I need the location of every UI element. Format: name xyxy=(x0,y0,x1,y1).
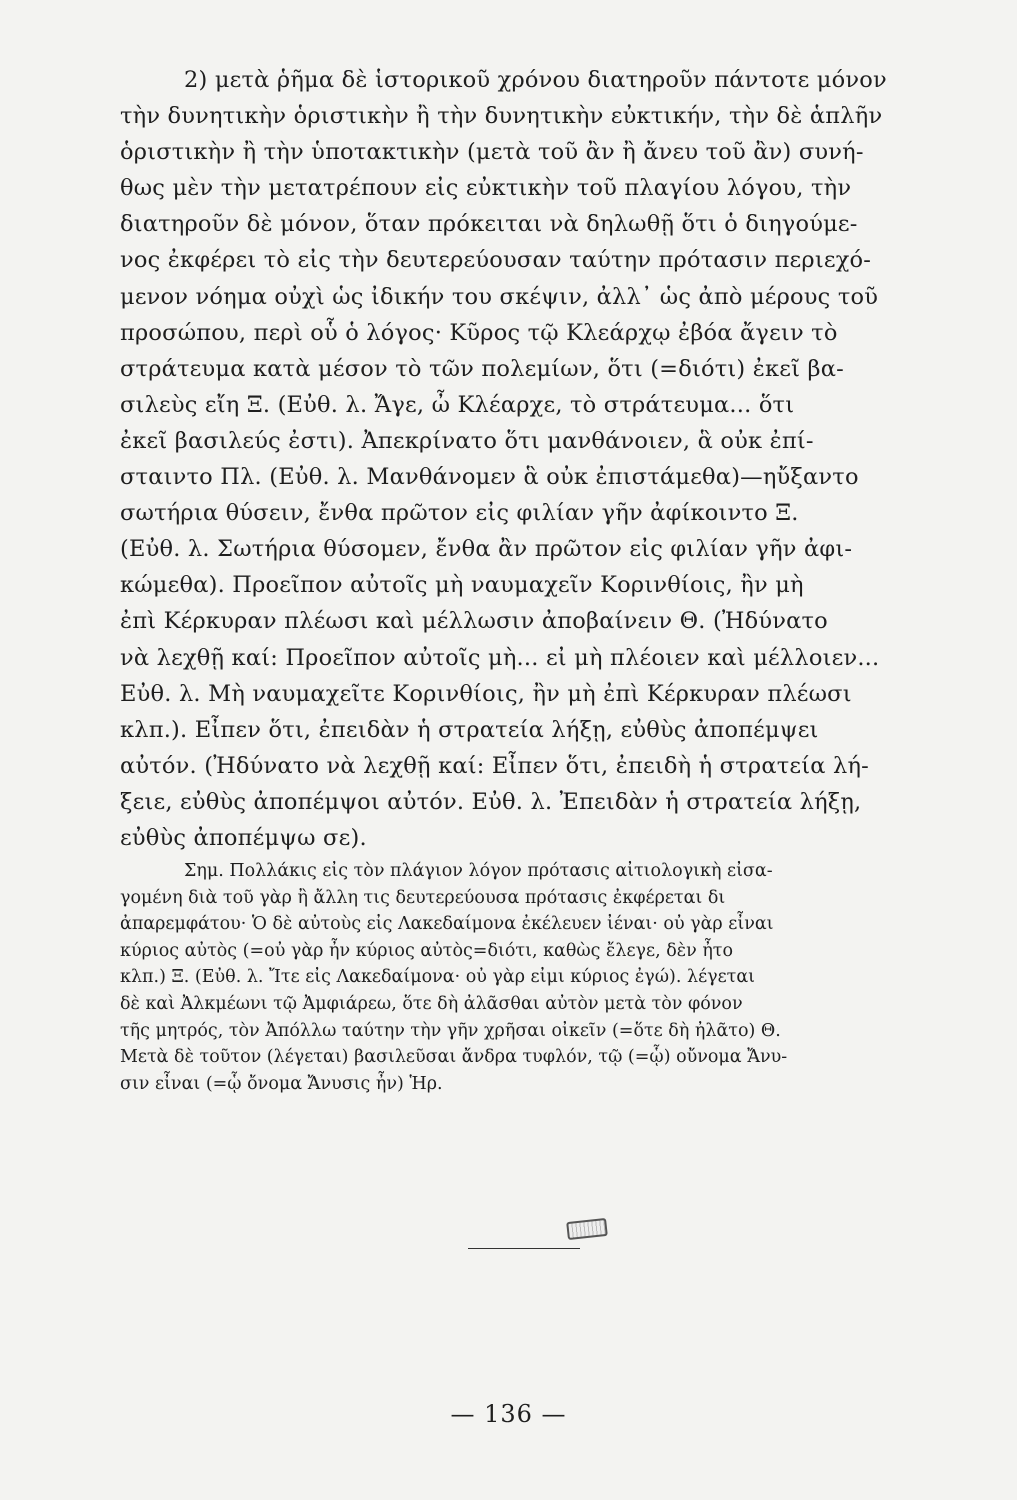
note-line: δὲ καὶ Ἀλκμέωνι τῷ Ἀμφιάρεω, ὅτε δὴ ἀλᾶσθαι αὐτὸν μετὰ τὸν φόνον xyxy=(120,993,743,1014)
note-line: σιν εἶναι (=ᾧ ὄνομα Ἄνυσις ἦν) Ἡρ. xyxy=(120,1073,443,1094)
text-line: αὐτόν. (Ἠδύνατο νὰ λεχθῇ καί: Εἶπεν ὅτι, ἐπειδὴ ἡ στρατεία λή- xyxy=(120,752,869,779)
text-line: σιλεὺς εἴη Ξ. (Εὐθ. λ. Ἄγε, ὦ Κλέαρχε, τὸ στράτευμα... ὅτι xyxy=(120,391,795,418)
note-line: κλπ.) Ξ. (Εὐθ. λ. Ἴτε εἰς Λακεδαίμονα· οὐ γὰρ εἰμι κύριος ἐγώ). λέγεται xyxy=(120,967,756,988)
text-line: μενον νόημα οὐχὶ ὡς ἰδικήν του σκέψιν, ἀλλ᾽ ὡς ἀπὸ μέρους τοῦ xyxy=(120,283,879,310)
text-line: τὴν δυνητικὴν ὁριστικὴν ἢ τὴν δυνητικὴν εὐκτικήν, τὴν δὲ ἁπλῆν xyxy=(120,103,883,130)
text-line: νος ἐκφέρει τὸ εἰς τὴν δευτερεύουσαν ταύτην πρότασιν περιεχό- xyxy=(120,247,872,274)
note-line: γομένη διὰ τοῦ γὰρ ἢ ἄλλη τις δευτερεύουσα πρότασις ἐκφέρεται δι xyxy=(120,887,726,908)
text-line: διατηροῦν δὲ μόνον, ὅταν πρόκειται νὰ δηλωθῇ ὅτι ὁ διηγούμε- xyxy=(120,211,858,238)
text-line: κλπ.). Εἶπεν ὅτι, ἐπειδὰν ἡ στρατεία λήξῃ, εὐθὺς ἀποπέμψει xyxy=(120,716,819,743)
note-line: ἀπαρεμφάτου· Ὁ δὲ αὐτοὺς εἰς Λακεδαίμονα ἐκέλευεν ἰέναι· οὐ γὰρ εἶναι xyxy=(120,914,774,935)
text-line: ἐκεῖ βασιλεύς ἐστι). Ἀπεκρίνατο ὅτι μανθάνοιεν, ἃ οὐκ ἐπί- xyxy=(120,427,814,454)
text-line: Εὐθ. λ. Μὴ ναυμαχεῖτε Κορινθίοις, ἢν μὴ ἐπὶ Κέρκυραν πλέωσι xyxy=(120,680,852,707)
text-line: σταιντο Πλ. (Εὐθ. λ. Μανθάνομεν ἃ οὐκ ἐπιστάμεθα)—ηὔξαντο xyxy=(120,464,859,491)
text-line: σωτήρια θύσειν, ἔνθα πρῶτον εἰς φιλίαν γῆν ἀφίκοιντο Ξ. xyxy=(120,500,799,527)
text-line: νὰ λεχθῇ καί: Προεῖπον αὐτοῖς μὴ... εἰ μὴ πλέοιεν καὶ μέλλοιεν... xyxy=(120,644,880,671)
text-line: κώμεθα). Προεῖπον αὐτοῖς μὴ ναυμαχεῖν Κορινθίοις, ἢν μὴ xyxy=(120,572,804,599)
text-line: ξειε, εὐθὺς ἀποπέμψοι αὐτόν. Εὐθ. λ. Ἐπειδὰν ἡ στρατεία λήξῃ, xyxy=(120,788,862,815)
library-stamp-icon xyxy=(566,1218,608,1240)
note-line: Σημ. Πολλάκις εἰς τὸν πλάγιον λόγον πρότασις αἰτιολογικὴ εἰσα- xyxy=(184,861,773,881)
main-paragraph xyxy=(120,62,910,856)
text-line: 2) μετὰ ῥῆμα δὲ ἱστορικοῦ χρόνου διατηροῦν πάντοτε μόνον xyxy=(184,67,887,93)
note-paragraph xyxy=(120,858,910,1097)
note-line: Μετὰ δὲ τοῦτον (λέγεται) βασιλεῦσαι ἄνδρα τυφλόν, τῷ (=ᾧ) οὔνομα Ἄνυ- xyxy=(120,1047,788,1068)
text-line: ἐπὶ Κέρκυραν πλέωσι καὶ μέλλωσιν ἀποβαίνειν Θ. (Ἠδύνατο xyxy=(120,608,828,635)
text-line: ὁριστικὴν ἢ τὴν ὑποτακτικὴν (μετὰ τοῦ ἂν ἢ ἄνευ τοῦ ἂν) συνή- xyxy=(120,139,864,166)
text-line: εὐθὺς ἀποπέμψω σε). xyxy=(120,824,367,851)
text-line: προσώπου, περὶ οὗ ὁ λόγος· Κῦρος τῷ Κλεάρχῳ ἐβόα ἄγειν τὸ xyxy=(120,319,838,346)
text-line: θως μὲν τὴν μετατρέπουν εἰς εὐκτικὴν τοῦ πλαγίου λόγου, τὴν xyxy=(120,175,852,202)
text-line: (Εὐθ. λ. Σωτήρια θύσομεν, ἔνθα ἂν πρῶτον εἰς φιλίαν γῆν ἀφι- xyxy=(120,536,853,563)
end-rule xyxy=(468,1248,580,1249)
text-line: στράτευμα κατὰ μέσον τὸ τῶν πολεμίων, ὅτι (=διότι) ἐκεῖ βα- xyxy=(120,355,844,382)
note-line: τῆς μητρός, τὸν Ἀπόλλω ταύτην τὴν γῆν χρῆσαι οἰκεῖν (=ὅτε δὴ ἠλᾶτο) Θ. xyxy=(120,1020,781,1041)
page-number: — 136 — xyxy=(450,1400,567,1428)
note-line: κύριος αὐτὸς (=οὐ γὰρ ἦν κύριος αὐτὸς=διότι, καθὼς ἔλεγε, δὲν ἦτο xyxy=(120,940,734,961)
